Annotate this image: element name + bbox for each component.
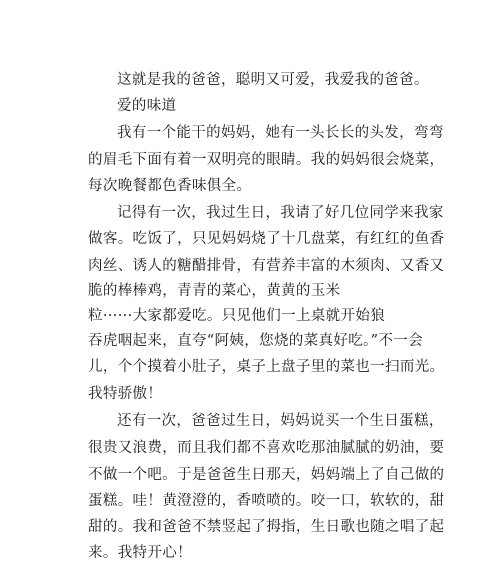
text-line: 蛋糕。哇！黄澄澄的，香喷喷的。咬一口，软软的，甜 [88,493,445,509]
text-line: 肉丝、诱人的糖醋排骨，有营养丰富的木须肉、又香又 [88,258,445,274]
text-line: 不做一个吧。于是爸爸生日那天，妈妈端上了自己做的 [88,467,445,483]
text-line: 做客。吃饭了，只见妈妈烧了十几盘菜，有红红的鱼香 [88,231,445,247]
text-line: 甜的。我和爸爸不禁竖起了拇指，生日歌也随之唱了起 [88,519,445,535]
text-line: 粒······大家都爱吃。只见他们一上桌就开始狼 [88,308,386,324]
text-line: 每次晚餐都色香味俱全。 [88,178,252,194]
text-line: 我特骄傲！ [88,386,163,402]
text-line: 来。我特开心！ [88,545,192,561]
text-line: 这就是我的爸爸，聪明又可爱，我爱我的爸爸。 [117,72,429,88]
text-line: 的眉毛下面有着一双明亮的眼睛。我的妈妈很会烧菜， [88,152,445,168]
section-heading: 爱的味道 [117,98,177,114]
text-line: 脆的棒棒鸡，青青的菜心，黄黄的玉米 [88,283,341,299]
text-line: 吞虎咽起来，直夸“阿姨，您烧的菜真好吃。”不一会 [88,333,423,349]
text-line: 还有一次，爸爸过生日，妈妈说买一个生日蛋糕， [117,413,444,429]
text-line: 儿，个个摸着小肚子，桌子上盘子里的菜也一扫而光。 [88,359,445,375]
text-line: 记得有一次，我过生日，我请了好几位同学来我家 [117,205,444,221]
text-line: 很贵又浪费，而且我们都不喜欢吃那油腻腻的奶油，要 [88,440,445,456]
text-line: 我有一个能干的妈妈，她有一头长长的头发，弯弯 [117,125,444,141]
